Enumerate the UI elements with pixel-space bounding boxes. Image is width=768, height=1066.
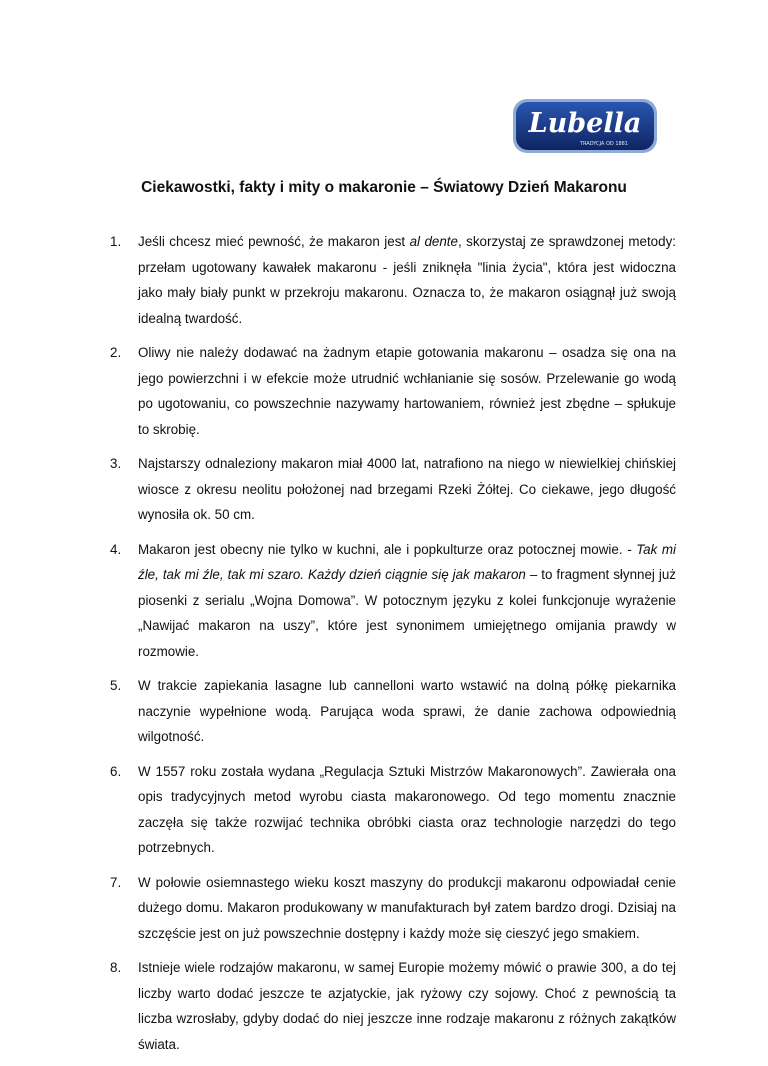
list-item-text: W trakcie zapiekania lasagne lub cannelloni warto wstawić na dolną półkę piekarnika naczynie wypełnione wodą. Parująca woda sprawi, że danie zachowa odpowiednią wilgotność. bbox=[138, 678, 676, 744]
list-item-text: Oliwy nie należy dodawać na żadnym etapie gotowania makaronu – osadza się ona na jego powierzchni i w efekcie może utrudnić wchłanianie się sosów. Przelewanie go wodą po ugotowaniu, co powszechnie nazywamy hartowaniem, również jest zbędne – spłukuje to skrobię. bbox=[138, 345, 676, 437]
list-item-number: 7. bbox=[110, 874, 122, 890]
list-item bbox=[110, 229, 676, 331]
list-item bbox=[110, 955, 676, 1057]
text-segment: Makaron jest obecny nie tylko w kuchni, ale i popkulturze oraz potocznej mowie. bbox=[138, 541, 628, 557]
lubella-logo bbox=[510, 96, 660, 156]
list-item bbox=[110, 451, 676, 528]
list-item-number: 8. bbox=[110, 960, 122, 975]
document-title: Ciekawostki, fakty i mity o makaronie – Światowy Dzień Makaronu bbox=[141, 179, 627, 196]
lubella-logo-graphic bbox=[510, 96, 660, 156]
list-item-text: Istnieje wiele rodzajów makaronu, w samej Europie możemy mówić o prawie 300, a do tej liczby warto dodać jeszcze te azjatyckie, jak ryżowy czy sojowy. Choć z pewnością ta liczba wzrosłaby, gdyby dodać do niej jeszcze inne rodzaje makaronu z różnych zakątków świata. bbox=[138, 960, 676, 1052]
list-item-text: Najstarszy odnaleziony makaron miał 4000 lat, natrafiono na niego w niewielkiej chińskiej wiosce z okresu neolitu położonej nad brzegami Rzeki Żółtej. Co ciekawe, jego długość wynosiła ok. 50 cm. bbox=[138, 456, 676, 522]
list-item bbox=[110, 340, 676, 442]
logo-tagline: TRADYCJA OD 1881 bbox=[579, 141, 629, 147]
list-item-number: 5. bbox=[110, 678, 122, 693]
italic-phrase: al dente bbox=[409, 234, 458, 249]
list-item bbox=[110, 870, 676, 947]
list-item-number: 6. bbox=[110, 763, 122, 779]
list-item-text: W połowie osiemnastego wieku koszt maszyny do produkcji makaronu odpowiadał cenie dużego domu. Makaron produkowany w manufakturach był zatem bardzo drogi. Dzisiaj na szczęście jest on już powszechnie dostępny i każdy może się cieszyć jego smakiem. bbox=[138, 874, 676, 941]
text-segment: , skorzystaj ze sprawdzonej metody: przełam ugotowany kawałek makaronu - jeśli zniknęła "linia życia", która jest widoczna jako mały biały punkt w przekroju makaronu. Oznacza to, że makaron osiągnął już swoją idealną twardość. bbox=[138, 234, 676, 326]
list-item bbox=[110, 537, 676, 665]
list-item-number: 1. bbox=[110, 234, 122, 249]
logo-brand: Lubella bbox=[528, 108, 642, 139]
facts-list bbox=[110, 229, 676, 1066]
list-item-text: W 1557 roku została wydana „Regulacja Sztuki Mistrzów Makaronowych”. Zawierała ona opis tradycyjnych metod wyrobu ciasta makaronowego. Od tego momentu znacznie zaczęła się także rozwijać technika obróbki ciasta oraz technologie narzędzi do tego potrzebnych. bbox=[138, 763, 676, 855]
list-item-text bbox=[138, 542, 676, 659]
italic-phrase: - Tak mi źle, tak mi źle, tak mi szaro. Każdy dzień ciągnie się jak makaron bbox=[138, 541, 676, 582]
list-item-text bbox=[138, 234, 676, 326]
text-segment: – to fragment słynnej już piosenki z serialu „Wojna Domowa”. W potocznym języku z kolei funkcjonuje wyrażenie „Nawijać makaron na uszy”, które jest synonimem umiejętnego omijania prawdy w rozmowie. bbox=[138, 567, 676, 659]
list-item-number: 3. bbox=[110, 456, 122, 471]
list-item bbox=[110, 673, 676, 750]
list-item bbox=[110, 759, 676, 861]
list-item-number: 4. bbox=[110, 541, 122, 557]
list-item-number: 2. bbox=[110, 345, 122, 360]
text-segment: Jeśli chcesz mieć pewność, że makaron jest bbox=[138, 234, 410, 249]
